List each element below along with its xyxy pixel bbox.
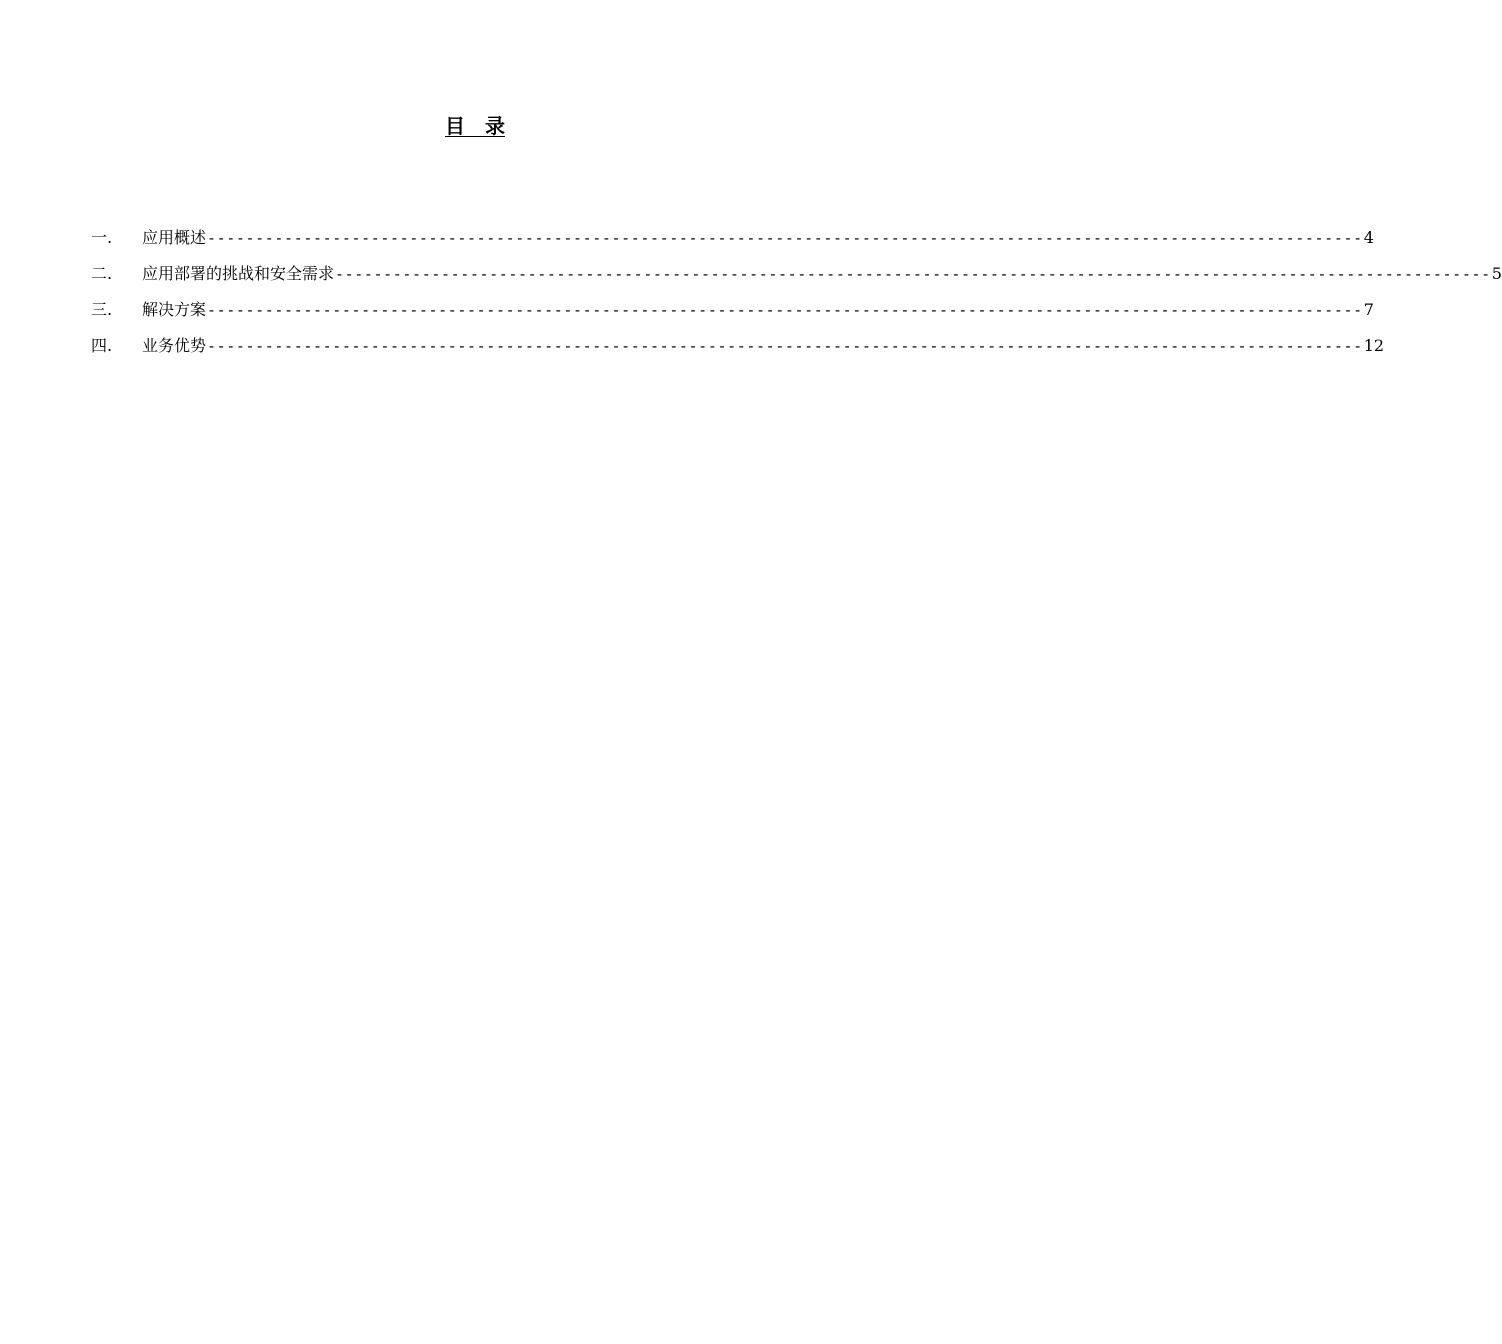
toc-leader-dashes: ------------------------------------------------------------------------------------------------------------------------ (207, 301, 1363, 319)
toc-entry-title: 应用部署的挑战和安全需求 (142, 264, 335, 283)
toc-entry[interactable] (91, 226, 1374, 262)
toc-entry-page-number: 4 (1363, 228, 1374, 247)
toc-entry-title: 应用概述 (142, 228, 207, 247)
toc-entry-title: 解决方案 (142, 300, 207, 319)
toc-entry-number: 三. (91, 300, 113, 319)
page-title-text: 目 录 (445, 114, 505, 138)
toc-entry[interactable] (91, 298, 1374, 334)
toc-entry-page-number: 12 (1363, 336, 1385, 355)
toc-leader-dashes: ------------------------------------------------------------------------------------------------------------------------ (207, 337, 1363, 355)
toc-entry-title: 业务优势 (142, 336, 207, 355)
toc-entry-number: 一. (91, 228, 113, 247)
toc-leader-dashes: ------------------------------------------------------------------------------------------------------------------------ (335, 265, 1491, 283)
toc-entry-number: 四. (91, 336, 113, 355)
toc-entry-number: 二. (91, 264, 113, 283)
toc-leader-dashes: ------------------------------------------------------------------------------------------------------------------------ (207, 229, 1363, 247)
table-of-contents (91, 226, 1502, 370)
toc-entry-page-number: 5 (1491, 264, 1502, 283)
page-title (0, 112, 950, 140)
toc-entry-page-number: 7 (1363, 300, 1374, 319)
toc-entry[interactable] (91, 334, 1385, 370)
toc-entry[interactable] (91, 262, 1502, 298)
